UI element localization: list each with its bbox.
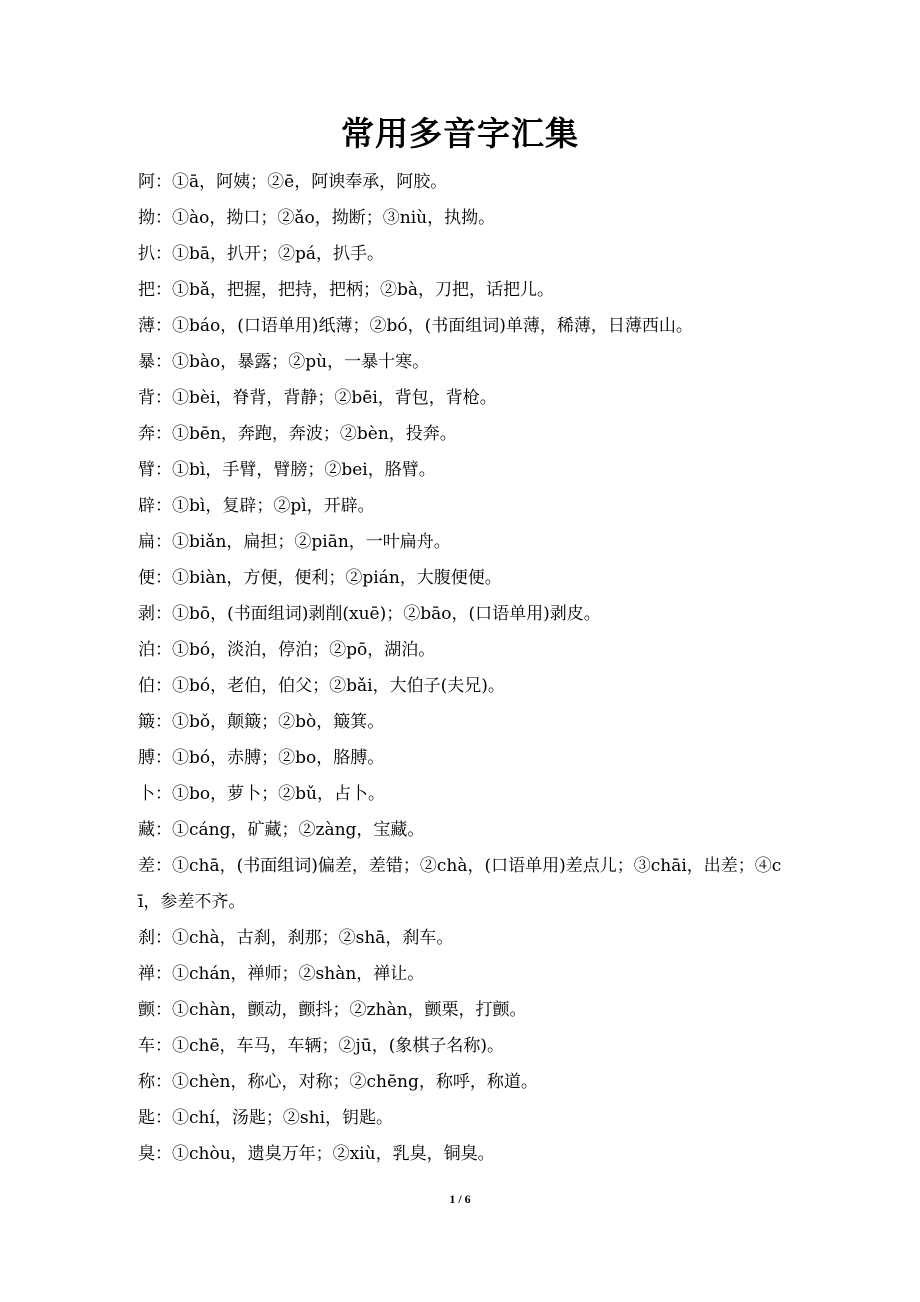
list-item: 辟：①bì，复辟；②pì，开辟。 [138, 496, 375, 516]
list-item: 车：①chē，车马，车辆；②jū，(象棋子名称)。 [138, 1036, 505, 1056]
list-item: 拗：①ào，拗口；②ǎo，拗断；③niù，执拗。 [138, 208, 496, 228]
list-item: 奔：①bēn，奔跑，奔波；②bèn，投奔。 [138, 424, 457, 444]
list-item: 把：①bǎ，把握，把持，把柄；②bà，刀把，话把儿。 [138, 280, 555, 300]
list-item: 扒：①bā，扒开；②pá，扒手。 [138, 244, 385, 264]
list-item: 便：①biàn，方便，便利；②pián，大腹便便。 [138, 568, 502, 588]
list-item: 剥：①bō，(书面组词)剥削(xuē)；②bāo，(口语单用)剥皮。 [138, 604, 601, 624]
list-item: 伯：①bó，老伯，伯父；②bǎi，大伯子(夫兄)。 [138, 676, 505, 696]
page-number: 1 / 6 [449, 1192, 471, 1206]
list-item: 薄：①báo，(口语单用)纸薄；②bó，(书面组词)单薄，稀薄，日薄西山。 [138, 316, 693, 336]
list-item: 匙：①chí，汤匙；②shi，钥匙。 [138, 1108, 394, 1128]
list-item: 臭：①chòu，遗臭万年；②xiù，乳臭，铜臭。 [138, 1144, 495, 1164]
list-item: 卜：①bo，萝卜；②bǔ，占卜。 [138, 784, 385, 804]
list-item: 暴：①bào，暴露；②pù，一暴十寒。 [138, 352, 430, 372]
list-item: 背：①bèi，脊背，背静；②bēi，背包，背枪。 [138, 388, 497, 408]
list-item: 差：①chā，(书面组词)偏差，差错；②chà，(口语单用)差点儿；③chāi，出差；④cī，参差不齐。 [138, 856, 782, 912]
list-item: 臂：①bì，手臂，臂膀；②bei，胳臂。 [138, 460, 436, 480]
list-item: 禅：①chán，禅师；②shàn，禅让。 [138, 964, 425, 984]
list-item: 膊：①bó，赤膊；②bo，胳膊。 [138, 748, 385, 768]
entry-list [138, 164, 798, 1172]
page-title: 常用多音字汇集 [341, 114, 579, 153]
list-item: 刹：①chà，古刹，刹那；②shā，刹车。 [138, 928, 454, 948]
list-item: 簸：①bǒ，颠簸；②bò，簸箕。 [138, 712, 385, 732]
list-item: 称：①chèn，称心，对称；②chēng，称呼，称道。 [138, 1072, 538, 1092]
list-item: 泊：①bó，淡泊，停泊；②pō，湖泊。 [138, 640, 436, 660]
list-item: 藏：①cáng，矿藏；②zàng，宝藏。 [138, 820, 425, 840]
list-item: 颤：①chàn，颤动，颤抖；②zhàn，颤栗，打颤。 [138, 1000, 527, 1020]
list-item: 阿：①ā，阿姨；②ē，阿谀奉承，阿胶。 [138, 172, 448, 192]
list-item: 扁：①biǎn，扁担；②piān，一叶扁舟。 [138, 532, 451, 552]
